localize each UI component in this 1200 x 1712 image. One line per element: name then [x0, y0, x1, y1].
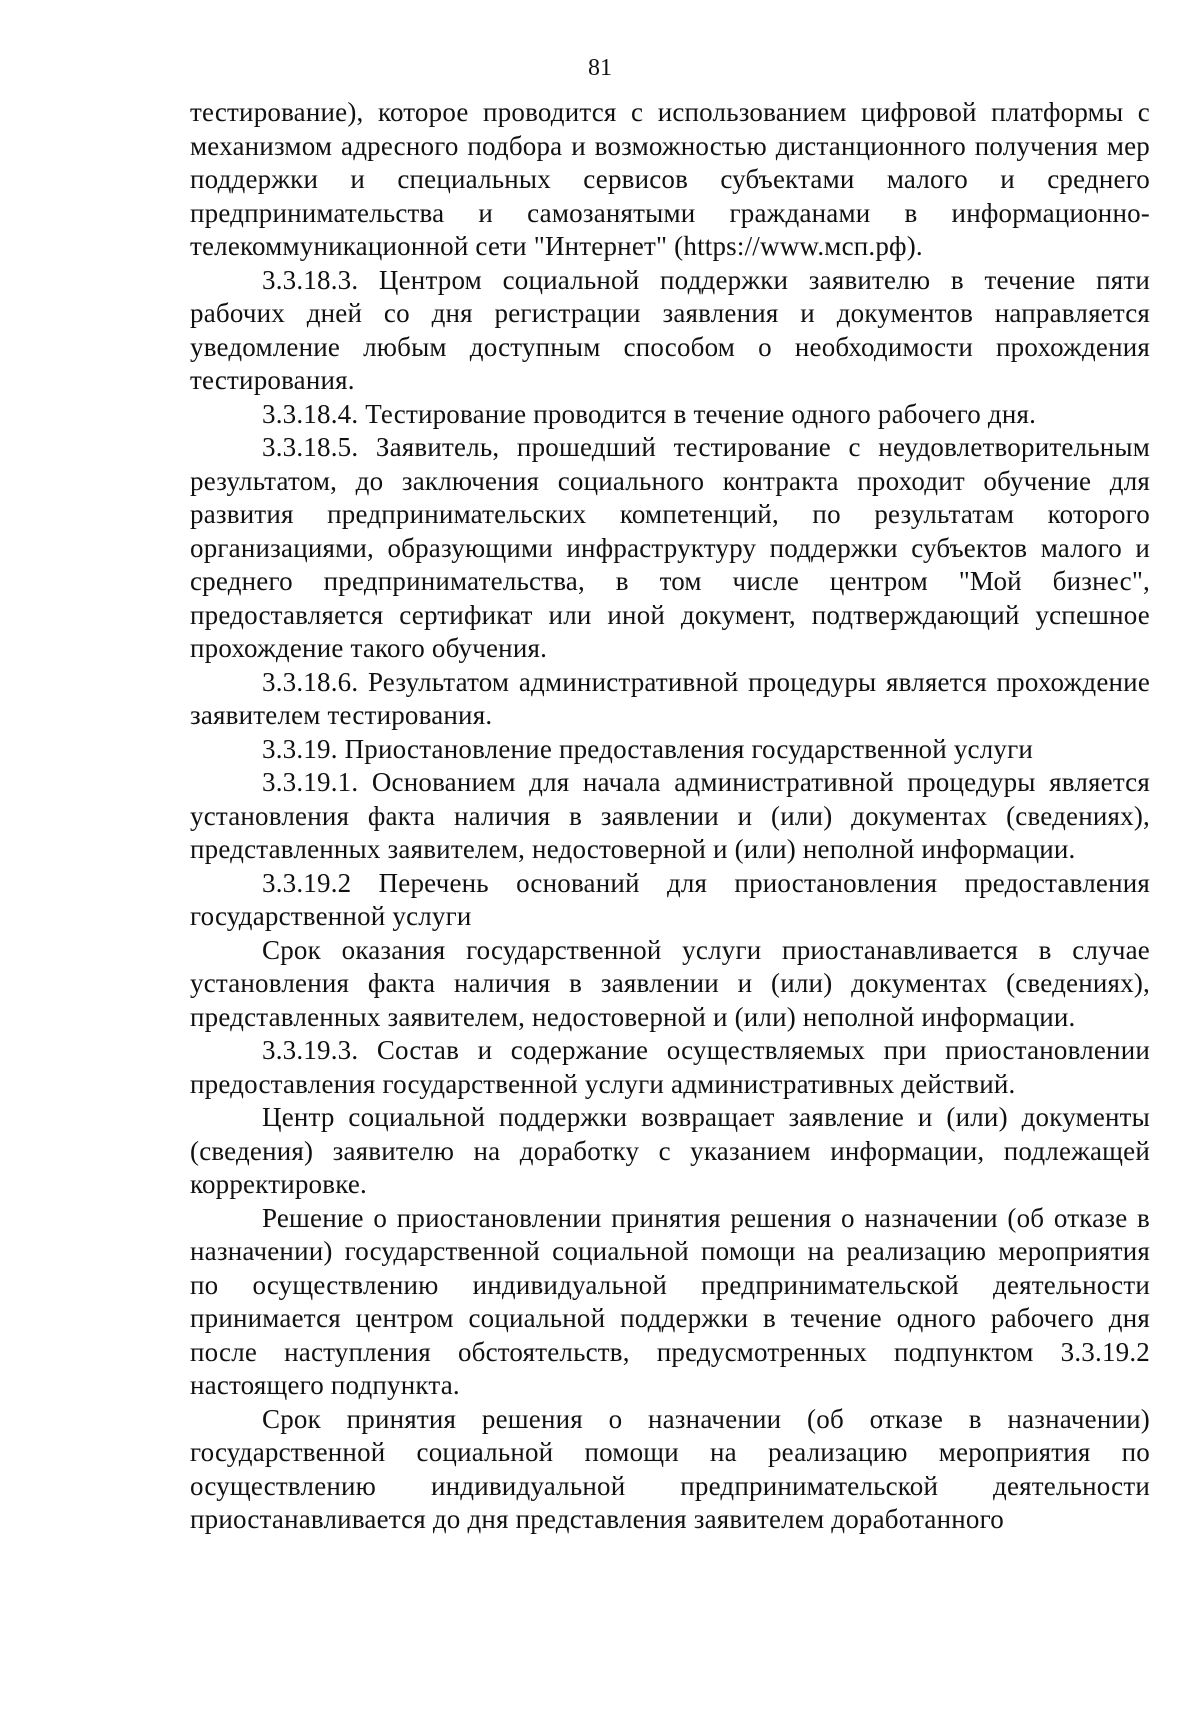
document-body: [190, 96, 1150, 1537]
paragraph-3-3-18-3: 3.3.18.3. Центром социальной поддержки заявителю в течение пяти рабочих дней со дня регистрации заявления и документов направляется уведомление любым доступным способом о необходимости прохождения тестирования.: [190, 264, 1150, 395]
paragraph-decision-term: Срок принятия решения о назначении (об отказе в назначении) государственной социальной помощи на реализацию мероприятия по осуществлению индивидуальной предпринимательской деятельности приостанавливается до дня представления заявителем доработанного: [190, 1403, 1150, 1534]
paragraph-suspension-decision: Решение о приостановлении принятия решения о назначении (об отказе в назначении) государственной социальной помощи на реализацию мероприятия по осуществлению индивидуальной предпринимательской деятельности принимается центром социальной поддержки в течение одного рабочего дня после наступления обстоятельств, предусмотренных подпунктом 3.3.19.2 настоящего подпункта.: [190, 1202, 1150, 1400]
paragraph-3-3-19: 3.3.19. Приостановление предоставления государственной услуги: [262, 733, 1034, 764]
paragraph-3-3-18-4: 3.3.18.4. Тестирование проводится в течение одного рабочего дня.: [262, 398, 1037, 429]
paragraph-3-3-19-1: 3.3.19.1. Основанием для начала административной процедуры является установления факта наличия в заявлении и (или) документах (сведениях), представленных заявителем, недостоверной и (или) неполной информации.: [190, 767, 1150, 864]
paragraph-return-for-revision: Центр социальной поддержки возвращает заявление и (или) документы (сведения) заявителю на доработку с указанием информации, подлежащей корректировке.: [190, 1102, 1150, 1199]
paragraph-suspension-term: Срок оказания государственной услуги приостанавливается в случае установления факта наличия в заявлении и (или) документах (сведениях), представленных заявителем, недостоверной и (или) неполной информации.: [190, 934, 1150, 1032]
paragraph-3-3-18-5: 3.3.18.5. Заявитель, прошедший тестирование с неудовлетворительным результатом, до заключения социального контракта проходит обучение для развития предпринимательских компетенций, по результатам которого организациями, образующими инфраструктуру поддержки субъектов малого и среднего предпринимательства, в том числе центром "Мой бизнес", предоставляется сертификат или иной документ, подтверждающий успешное прохождение такого обучения.: [190, 432, 1150, 663]
paragraph-3-3-19-3: 3.3.19.3. Состав и содержание осуществляемых при приостановлении предоставления государственной услуги административных действий.: [190, 1035, 1150, 1099]
paragraph-3-3-19-2: 3.3.19.2 Перечень оснований для приостановления предоставления государственной услуги: [190, 867, 1150, 931]
paragraph-3-3-18-6: 3.3.18.6. Результатом административной процедуры является прохождение заявителем тестирования.: [190, 666, 1150, 730]
page-number: 81: [588, 55, 612, 81]
paragraph-testing-platform: тестирование), которое проводится с использованием цифровой платформы с механизмом адресного подбора и возможностью дистанционного получения мер поддержки и специальных сервисов субъектами малого и среднего предпринимательства и самозанятыми гражданами в информационно-телекоммуникационной сети "Интернет" (https://www.мсп.рф).: [190, 97, 1150, 261]
